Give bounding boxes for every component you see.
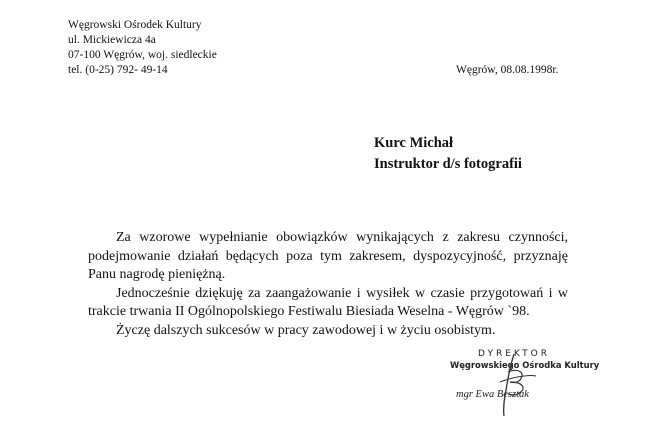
body-paragraph-3: Życzę dalszych sukcesów w pracy zawodowej i w życiu osobistym. <box>116 322 496 338</box>
body-paragraph-2: Jednocześnie dziękuję za zaangażowanie i wysiłek w czasie przygotowań i w trakcie trwania II Ogólnopolskiego Festiwalu Biesiada Weselna - Węgrów `98. <box>88 285 568 320</box>
letter-date: Węgrów, 08.08.1998r. <box>456 64 559 76</box>
sender-street: ul. Mickiewicza 4a <box>68 34 156 46</box>
handwritten-signature <box>470 352 560 418</box>
sender-phone: tel. (0-25) 792- 49-14 <box>68 64 168 76</box>
recipient-name: Kurc Michał <box>374 135 454 151</box>
stamp-director-name: mgr Ewa Besztak <box>456 389 529 400</box>
recipient-title: Instruktor d/s fotografii <box>374 156 522 172</box>
sender-address <box>68 18 217 78</box>
sender-city: 07-100 Węgrów, woj. siedleckie <box>68 49 217 61</box>
stamp-organization: Węgrowskiego Ośrodka Kultury <box>450 360 600 370</box>
recipient-block <box>374 133 522 175</box>
stamp-title: DYREKTOR <box>478 349 550 359</box>
body-paragraph-1: Za wzorowe wypełnianie obowiązków wynikających z zakresu czynności, podejmowanie działań będących poza tym zakresem, dyspozycyjność, przyznaję Panu nagrodę pieniężną. <box>88 230 568 283</box>
letter-body <box>88 229 568 341</box>
sender-name: Węgrowski Ośrodek Kultury <box>68 19 202 31</box>
